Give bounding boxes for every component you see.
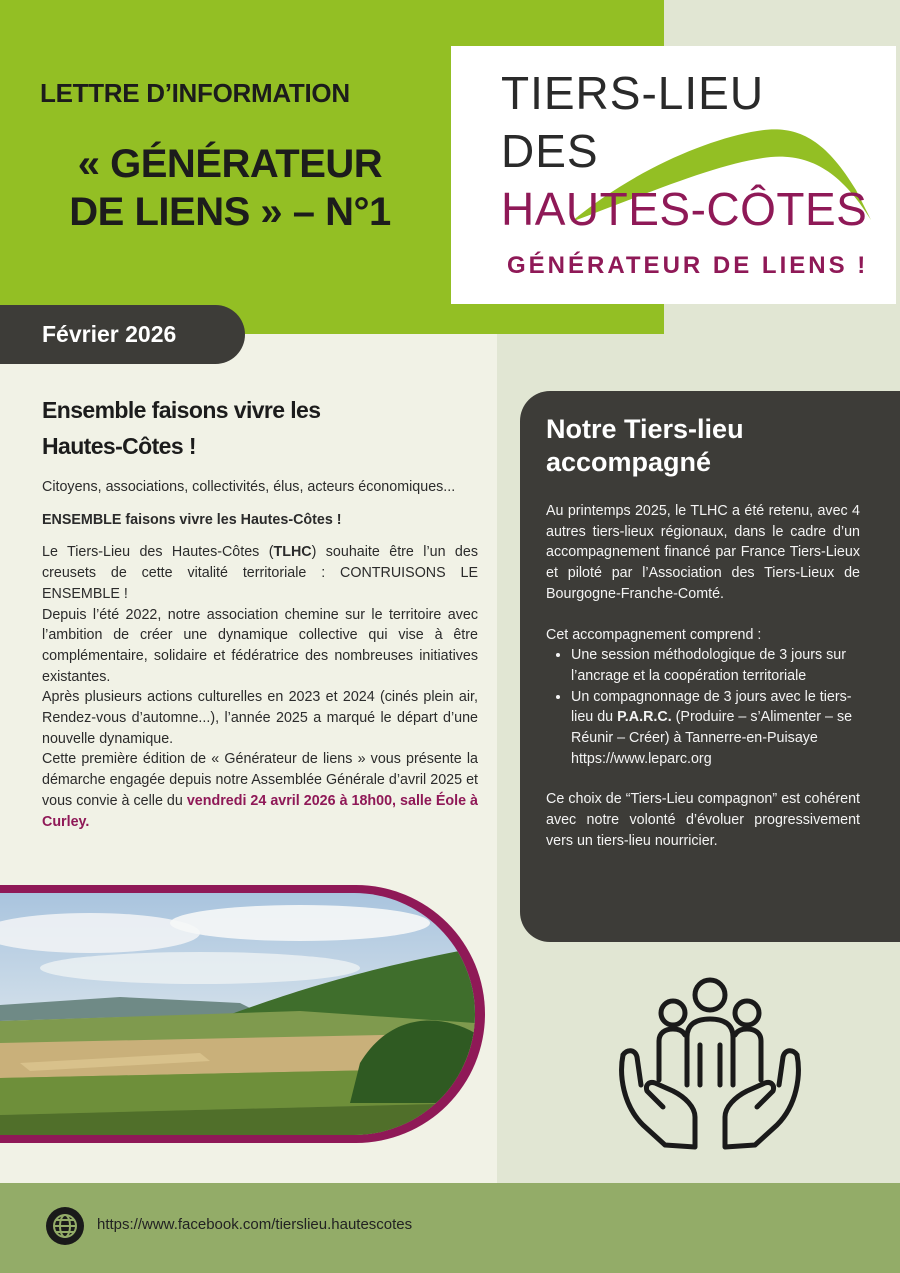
card-title: Notre Tiers-lieu accompagné: [546, 414, 744, 477]
slogan-paragraph: [42, 510, 478, 531]
title-line-1: « GÉNÉRATEUR: [77, 142, 383, 186]
logo-line-3: HAUTES-CÔTES: [501, 183, 868, 235]
list-item-text-c: (Produire – s’Alimenter – se Réunir – Créer) à Tannerre-en-Puisaye: [571, 709, 853, 747]
tlhc-acronym: TLHC: [273, 544, 312, 561]
card-paragraph-3: Ce choix de “Tiers-Lieu compagnon” est cohérent avec notre volonté d’évoluer progressivement vers un tiers-lieu nourricier.: [546, 791, 860, 849]
intro-text: [42, 477, 478, 832]
list-item: [571, 687, 860, 770]
parc-link[interactable]: https://www.leparc.org: [571, 750, 712, 767]
tlhc-text-c: ) souhaite être l’un des creusets de cette vitalité territoriale : CONTRUISONS LE ENSEMBLE !: [42, 544, 478, 602]
meeting-date-highlight: vendredi 24 avril 2026 à 18h00, salle Éole à Curley.: [42, 792, 478, 830]
logo-line-2: DES: [501, 125, 599, 177]
photo-image: [0, 893, 475, 1135]
invitation-paragraph: [42, 749, 478, 832]
intro-paragraph: Citoyens, associations, collectivités, élus, acteurs économiques...: [42, 479, 456, 495]
section-heading: [42, 392, 462, 464]
actions-paragraph: Après plusieurs actions culturelles en 2023 et 2024 (cinés plein air, Rendez-vous d’automne...), l’année 2025 a marqué le départ d’une nouvelle dynamique.: [42, 689, 478, 747]
slogan-text: ENSEMBLE faisons vivre les Hautes-Côtes !: [42, 511, 342, 528]
title-line-2: DE LIENS » – N°1: [69, 190, 391, 234]
heading-line-1: Ensemble faisons vivre les: [42, 397, 321, 423]
parc-name: P.A.R.C.: [617, 709, 672, 726]
card-list: [571, 645, 860, 769]
tlhc-text-a: Le Tiers-Lieu des Hautes-Côtes (: [42, 544, 274, 561]
newsletter-title: [40, 140, 420, 236]
tlhc-paragraph: [42, 542, 478, 604]
newsletter-kicker: LETTRE D’INFORMATION: [40, 78, 350, 108]
date-badge: Février 2026: [0, 305, 245, 364]
community-hands-icon: [615, 975, 805, 1165]
heading-line-2: Hautes-Côtes !: [42, 433, 196, 459]
list-item-text-a: Un compagnonnage de 3 jours avec le tiers-lieu du: [571, 688, 852, 726]
history-paragraph: Depuis l’été 2022, notre association chemine sur le territoire avec l’ambition de créer une dynamique collective qui vise à être complémentaire, solidaire et fédératrice des nombreuses initiatives existantes.: [42, 606, 478, 685]
card-paragraph-2: Cet accompagnement comprend :: [546, 626, 762, 643]
globe-icon: [46, 1207, 84, 1245]
logo-tagline: GÉNÉRATEUR DE LIENS !: [507, 252, 869, 279]
facebook-link[interactable]: https://www.facebook.com/tierslieu.hautescotes: [97, 1216, 413, 1233]
accompaniment-card: [520, 391, 900, 942]
card-paragraph-1: Au printemps 2025, le TLHC a été retenu, avec 4 autres tiers-lieux régionaux, dans le cadre d’un accompagnement financé par France Tiers-Lieux et piloté par l’Association des Tiers-Lieux de Bourgogne-Franche-Comté.: [546, 503, 860, 602]
logo: [451, 46, 896, 304]
logo-line-1: TIERS-LIEU: [501, 67, 765, 119]
list-item: • Une session méthodologique de 3 jours sur l’ancrage et la coopération territoriale: [571, 645, 860, 686]
landscape-photo: [0, 885, 485, 1143]
card-body: [546, 501, 860, 852]
invitation-text: Cette première édition de « Générateur de liens » vous présente la démarche engagée depuis notre Assemblée Générale d’avril 2025 et vous convie à celle du: [42, 751, 478, 809]
